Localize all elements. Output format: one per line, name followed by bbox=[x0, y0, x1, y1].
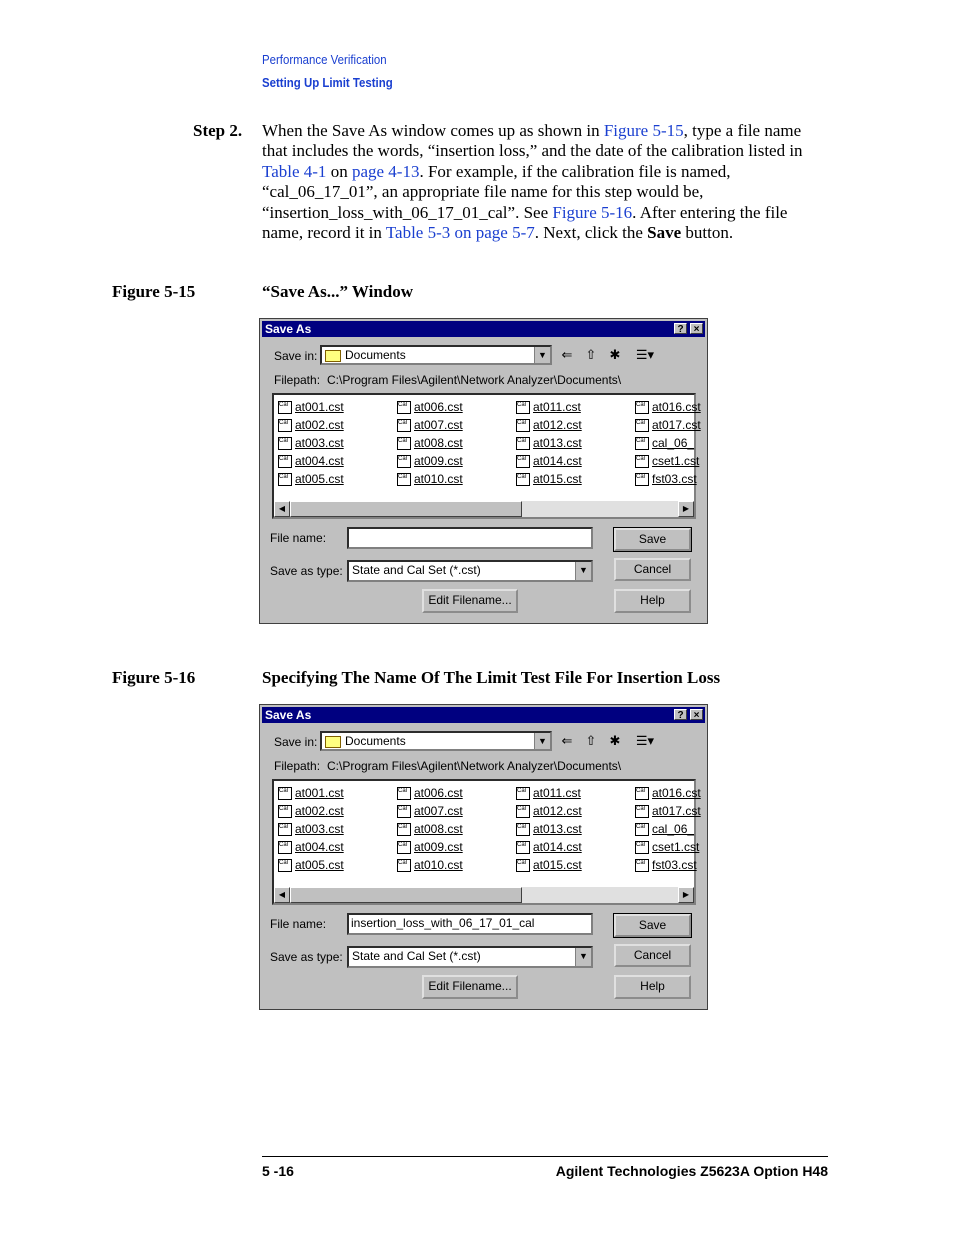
page-link[interactable]: page 4-13 bbox=[351, 161, 420, 181]
file-name: at002.cst bbox=[295, 418, 344, 432]
file-name: at016.cst bbox=[652, 400, 701, 414]
file-name: at003.cst bbox=[295, 436, 344, 450]
cal-file-icon: Cal bbox=[635, 823, 649, 836]
chevron-down-icon[interactable]: ▼ bbox=[575, 948, 591, 966]
list-item[interactable] bbox=[635, 399, 701, 415]
subsection-header: Setting Up Limit Testing bbox=[262, 75, 393, 90]
folder-icon bbox=[325, 736, 341, 748]
scroll-left-icon[interactable]: ◀ bbox=[274, 887, 290, 903]
file-name: at014.cst bbox=[533, 454, 582, 468]
table-link[interactable]: Table 4-1 bbox=[262, 161, 327, 181]
file-name: cset1.cst bbox=[652, 454, 700, 468]
list-item[interactable] bbox=[278, 821, 390, 837]
file-name: at006.cst bbox=[414, 400, 463, 414]
cal-file-icon: Cal bbox=[516, 437, 530, 450]
file-name: at016.cst bbox=[652, 786, 701, 800]
view-menu-icon[interactable]: ☰▾ bbox=[635, 347, 655, 362]
list-item[interactable] bbox=[397, 839, 509, 855]
cal-file-icon: Cal bbox=[635, 787, 649, 800]
cal-file-icon: Cal bbox=[635, 473, 649, 486]
help-title-button[interactable]: ? bbox=[674, 709, 687, 720]
new-folder-icon[interactable]: ✱ bbox=[609, 347, 621, 362]
help-button[interactable]: Help bbox=[614, 975, 691, 999]
edit-filename-button[interactable]: Edit Filename... bbox=[422, 589, 518, 613]
filepath-value: C:\Program Files\Agilent\Network Analyzer\Documents\ bbox=[327, 759, 622, 773]
list-item[interactable] bbox=[397, 435, 509, 451]
file-name: at005.cst bbox=[295, 472, 344, 486]
cal-file-icon: Cal bbox=[278, 787, 292, 800]
figure-link[interactable]: Figure 5-16 bbox=[552, 202, 633, 222]
help-title-button[interactable]: ? bbox=[674, 323, 687, 334]
list-item[interactable] bbox=[516, 471, 628, 487]
save-in-dropdown[interactable]: Documents ▼ bbox=[320, 345, 552, 365]
cal-file-icon: Cal bbox=[635, 401, 649, 414]
list-item[interactable] bbox=[397, 785, 509, 801]
save-as-type-label: Save as type: bbox=[270, 564, 343, 578]
file-name: at014.cst bbox=[533, 840, 582, 854]
cal-file-icon: Cal bbox=[516, 805, 530, 818]
file-name: at013.cst bbox=[533, 436, 582, 450]
save-button[interactable]: Save bbox=[614, 914, 691, 937]
up-folder-icon[interactable]: ⇧ bbox=[585, 347, 597, 362]
list-item[interactable] bbox=[278, 453, 390, 469]
file-name: cal_06_ bbox=[652, 436, 695, 450]
list-item[interactable] bbox=[635, 417, 701, 433]
file-name-label: File name: bbox=[270, 531, 327, 545]
cal-file-icon: Cal bbox=[516, 841, 530, 854]
file-name: at013.cst bbox=[533, 822, 582, 836]
cal-file-icon: Cal bbox=[516, 473, 530, 486]
cal-file-icon: Cal bbox=[516, 859, 530, 872]
scroll-thumb[interactable] bbox=[290, 501, 522, 517]
list-item[interactable] bbox=[516, 821, 628, 837]
file-name: at001.cst bbox=[295, 786, 344, 800]
cal-file-icon: Cal bbox=[397, 401, 411, 414]
close-button[interactable]: × bbox=[690, 323, 703, 334]
file-name: at017.cst bbox=[652, 418, 701, 432]
file-name: at006.cst bbox=[414, 786, 463, 800]
figure-number: Figure 5-15 bbox=[112, 282, 196, 301]
cal-file-icon: Cal bbox=[278, 823, 292, 836]
scroll-left-icon[interactable]: ◀ bbox=[274, 501, 290, 517]
document-title: Agilent Technologies Z5623A Option H48 bbox=[555, 1163, 828, 1179]
cal-file-icon: Cal bbox=[397, 841, 411, 854]
file-name: at008.cst bbox=[414, 436, 463, 450]
up-folder-icon[interactable]: ⇧ bbox=[585, 733, 597, 748]
list-item[interactable] bbox=[397, 821, 509, 837]
cal-file-icon: Cal bbox=[278, 805, 292, 818]
figure-number: Figure 5-16 bbox=[112, 668, 196, 687]
list-item[interactable] bbox=[516, 435, 628, 451]
close-button[interactable]: × bbox=[690, 709, 703, 720]
file-name: fst03.cst bbox=[652, 858, 697, 872]
file-name: fst03.cst bbox=[652, 472, 697, 486]
back-icon[interactable]: ⇐ bbox=[561, 733, 573, 748]
chevron-down-icon[interactable]: ▼ bbox=[575, 562, 591, 580]
figure-link[interactable]: Figure 5-15 bbox=[603, 121, 684, 140]
section-header: Performance Verification bbox=[262, 52, 387, 67]
list-item[interactable] bbox=[278, 785, 390, 801]
cal-file-icon: Cal bbox=[278, 841, 292, 854]
horizontal-scrollbar[interactable] bbox=[274, 887, 694, 903]
scroll-right-icon[interactable]: ▶ bbox=[678, 501, 694, 517]
file-name: at010.cst bbox=[414, 858, 463, 872]
cal-file-icon: Cal bbox=[635, 419, 649, 432]
list-item[interactable] bbox=[278, 839, 390, 855]
filepath-label: Filepath: bbox=[274, 759, 321, 773]
list-item[interactable] bbox=[278, 399, 390, 415]
cal-file-icon: Cal bbox=[278, 419, 292, 432]
list-item[interactable] bbox=[516, 399, 628, 415]
view-menu-icon[interactable]: ☰▾ bbox=[635, 733, 655, 748]
cal-file-icon: Cal bbox=[397, 859, 411, 872]
list-item[interactable] bbox=[397, 399, 509, 415]
save-as-dialog bbox=[259, 704, 708, 1010]
scroll-right-icon[interactable]: ▶ bbox=[678, 887, 694, 903]
cal-file-icon: Cal bbox=[516, 787, 530, 800]
file-name: at017.cst bbox=[652, 804, 701, 818]
file-name-input[interactable]: insertion_loss_with_06_17_01_cal bbox=[347, 913, 593, 935]
cal-file-icon: Cal bbox=[635, 437, 649, 450]
footer-rule bbox=[262, 1156, 828, 1157]
file-name: at004.cst bbox=[295, 840, 344, 854]
list-item[interactable] bbox=[397, 857, 509, 873]
list-item[interactable] bbox=[397, 471, 509, 487]
file-name: at008.cst bbox=[414, 822, 463, 836]
cal-file-icon: Cal bbox=[278, 455, 292, 468]
file-list[interactable] bbox=[272, 393, 701, 519]
cal-file-icon: Cal bbox=[397, 455, 411, 468]
back-icon[interactable]: ⇐ bbox=[561, 347, 573, 362]
file-name-label: File name: bbox=[270, 917, 327, 931]
list-item[interactable] bbox=[397, 803, 509, 819]
list-item[interactable] bbox=[635, 435, 693, 451]
figure-title: Specifying The Name Of The Limit Test File For Insertion Loss bbox=[262, 668, 721, 687]
step-text: When the Save As window comes up as shown in Figure 5-15, type a file name that includes the words, “insertion loss,” and the date of the calibration listed in Table 4-1 on page 4-13. For example, if the calibration file is named, “cal_06_17_01”, an appropriate file name for this step would be, “insertion_loss_with_06_17_01_cal”. See Figure 5-16. After entering the file name, record it in Table 5-3 on page 5-7. Next, click the Save button. bbox=[262, 121, 803, 243]
chevron-down-icon[interactable]: ▼ bbox=[534, 347, 550, 363]
file-name: at009.cst bbox=[414, 840, 463, 854]
list-item[interactable] bbox=[516, 857, 628, 873]
save-in-label: Save in: bbox=[274, 735, 318, 749]
list-item[interactable] bbox=[397, 453, 509, 469]
cancel-button[interactable]: Cancel bbox=[614, 944, 691, 967]
cal-file-icon: Cal bbox=[397, 419, 411, 432]
file-name: at001.cst bbox=[295, 400, 344, 414]
list-item[interactable] bbox=[278, 417, 390, 433]
folder-icon bbox=[325, 350, 341, 362]
file-name: at015.cst bbox=[533, 858, 582, 872]
file-name: at004.cst bbox=[295, 454, 344, 468]
file-list[interactable] bbox=[272, 779, 701, 905]
filepath-label: Filepath: bbox=[274, 373, 321, 387]
horizontal-scrollbar[interactable] bbox=[274, 501, 694, 517]
save-as-dialog bbox=[259, 318, 708, 624]
cal-file-icon: Cal bbox=[516, 419, 530, 432]
cancel-button[interactable]: Cancel bbox=[614, 558, 691, 581]
filepath-value: C:\Program Files\Agilent\Network Analyzer\Documents\ bbox=[327, 373, 622, 387]
cal-file-icon: Cal bbox=[397, 805, 411, 818]
new-folder-icon[interactable]: ✱ bbox=[609, 733, 621, 748]
step-label: Step 2. bbox=[193, 121, 243, 140]
file-name: at015.cst bbox=[533, 472, 582, 486]
figure-title: “Save As...” Window bbox=[262, 282, 413, 301]
cal-file-icon: Cal bbox=[635, 859, 649, 872]
save-as-type-dropdown[interactable]: State and Cal Set (*.cst) ▼ bbox=[347, 946, 593, 968]
file-name: at007.cst bbox=[414, 418, 463, 432]
file-name: at003.cst bbox=[295, 822, 344, 836]
title-bar: Save As ? × bbox=[262, 707, 705, 723]
cal-file-icon: Cal bbox=[635, 805, 649, 818]
file-name: at012.cst bbox=[533, 804, 582, 818]
list-item[interactable] bbox=[278, 857, 390, 873]
list-item[interactable] bbox=[516, 785, 628, 801]
list-item[interactable] bbox=[635, 857, 697, 873]
title-bar: Save As ? × bbox=[262, 321, 705, 337]
save-as-type-label: Save as type: bbox=[270, 950, 343, 964]
cal-file-icon: Cal bbox=[516, 455, 530, 468]
cal-file-icon: Cal bbox=[516, 401, 530, 414]
cal-file-icon: Cal bbox=[397, 473, 411, 486]
cal-file-icon: Cal bbox=[397, 787, 411, 800]
list-item[interactable] bbox=[635, 821, 693, 837]
page-number: 5 -16 bbox=[262, 1163, 294, 1179]
cal-file-icon: Cal bbox=[278, 859, 292, 872]
chevron-down-icon[interactable]: ▼ bbox=[534, 733, 550, 749]
list-item[interactable] bbox=[635, 471, 697, 487]
file-name: at011.cst bbox=[533, 400, 581, 414]
save-in-label: Save in: bbox=[274, 349, 318, 363]
scroll-thumb[interactable] bbox=[290, 887, 522, 903]
list-item[interactable] bbox=[516, 803, 628, 819]
list-item[interactable] bbox=[635, 803, 701, 819]
help-button[interactable]: Help bbox=[614, 589, 691, 613]
file-name: at012.cst bbox=[533, 418, 582, 432]
list-item[interactable] bbox=[516, 453, 628, 469]
list-item[interactable] bbox=[516, 839, 628, 855]
cal-file-icon: Cal bbox=[278, 401, 292, 414]
file-name: cal_06_ bbox=[652, 822, 695, 836]
cal-file-icon: Cal bbox=[635, 455, 649, 468]
save-button[interactable]: Save bbox=[614, 528, 691, 551]
file-name: at011.cst bbox=[533, 786, 581, 800]
file-name: at007.cst bbox=[414, 804, 463, 818]
list-item[interactable] bbox=[635, 785, 701, 801]
cal-file-icon: Cal bbox=[397, 437, 411, 450]
file-name: at009.cst bbox=[414, 454, 463, 468]
file-name: at002.cst bbox=[295, 804, 344, 818]
list-item[interactable] bbox=[516, 417, 628, 433]
cal-file-icon: Cal bbox=[278, 437, 292, 450]
list-item[interactable] bbox=[278, 471, 390, 487]
file-name: at005.cst bbox=[295, 858, 344, 872]
file-name-input[interactable] bbox=[347, 527, 593, 549]
table-link[interactable]: Table 5-3 on page 5-7 bbox=[385, 223, 535, 243]
list-item[interactable] bbox=[278, 803, 390, 819]
save-as-type-dropdown[interactable]: State and Cal Set (*.cst) ▼ bbox=[347, 560, 593, 582]
list-item[interactable] bbox=[278, 435, 390, 451]
cal-file-icon: Cal bbox=[635, 841, 649, 854]
file-name: cset1.cst bbox=[652, 840, 700, 854]
list-item[interactable] bbox=[635, 839, 700, 855]
cal-file-icon: Cal bbox=[278, 473, 292, 486]
list-item[interactable] bbox=[635, 453, 700, 469]
file-name: at010.cst bbox=[414, 472, 463, 486]
save-in-dropdown[interactable]: Documents ▼ bbox=[320, 731, 552, 751]
cal-file-icon: Cal bbox=[516, 823, 530, 836]
list-item[interactable] bbox=[397, 417, 509, 433]
cal-file-icon: Cal bbox=[397, 823, 411, 836]
edit-filename-button[interactable]: Edit Filename... bbox=[422, 975, 518, 999]
